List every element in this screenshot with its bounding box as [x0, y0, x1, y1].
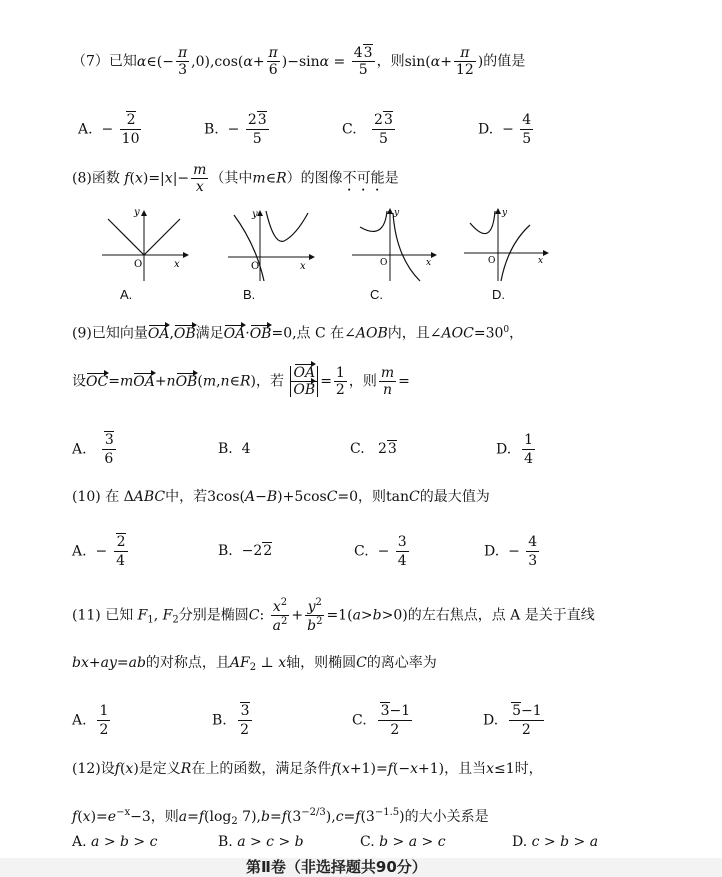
- q8-label-c: C.: [370, 287, 383, 302]
- q12-option-d: D. c > b > a: [512, 834, 599, 850]
- q12-option-b: B. a > c > b: [218, 834, 304, 850]
- q11-option-a: A. $\frac{1}{2}$: [72, 703, 109, 738]
- curve-right: [266, 211, 308, 241]
- q8-graph-b: [226, 205, 316, 285]
- q10-option-d: D. − $\frac{4}{3}$: [484, 534, 538, 569]
- q9-option-b: B. 4: [218, 441, 251, 457]
- q11-stem-line2: bx+ay=ab的对称点，且$AF_2$ ⊥ x轴，则椭圆C的离心率为: [72, 655, 437, 673]
- q9-stem-line2: 设OC=mOA+nOB(m,n∈R)，若 $\frac{OA}{OB}$ = $\frac{1}{2}$ ，则 $\frac{m}{n}$ =: [72, 365, 410, 398]
- axis-y-label: y: [252, 209, 258, 220]
- curve-left: [470, 211, 495, 234]
- section-footer: [0, 858, 722, 877]
- q12-stem-line1: (12)设f(x)是定义R在上的函数，满足条件f(x+1)=f(−x+1)，且当x≤1时，: [72, 761, 543, 777]
- q12-option-c: C. b > a > c: [360, 834, 446, 850]
- q10-option-b: B. −22: [218, 543, 273, 559]
- q11-option-d: D. $\frac{5-1}{2}$: [483, 703, 542, 738]
- q7-option-b: B. − $\frac{23}{5}$: [204, 112, 267, 147]
- curve-left: [360, 211, 387, 231]
- q7-option-c: C. $\frac{23}{5}$: [342, 112, 393, 147]
- q12-stem-line2: $f(x)=e^{-x}-3$，则$a=f(\log_2$ $7),b=f(3^{-2/3}),c=f(3^{-1.5})$的大小关系是: [72, 807, 489, 827]
- q9-stem-line1: (9)已知向量OA,OB满足OA·OB=0,点 C 在∠AOB内，且$\angle AOC=30^0$，: [72, 325, 524, 342]
- q9-option-d: D. $\frac{1}{4}$: [496, 432, 533, 467]
- origin-label: O: [251, 261, 260, 272]
- q11-stem-line1: (11) 已知 $F_1$, $F_2$分别是椭圆C: $\frac{x^2}{a^2}$ + $\frac{y^2}{b^2}$ =1(a>b>0)的左右焦点，点 A 是关于直线: [72, 597, 595, 634]
- q7-option-a: A. − $\frac{2}{10}$: [78, 112, 140, 147]
- q8-graph-c: [350, 205, 440, 285]
- axis-x-label: x: [300, 261, 306, 272]
- q8-stem: (8)函数 f(x)=|x|− $\frac{m}{x}$ （其中m∈R）的图像不可能是: [72, 162, 399, 195]
- q11-option-c: C. $\frac{3-1}{2}$: [352, 703, 411, 738]
- q8-label-d: D.: [492, 287, 505, 302]
- q10-option-a: A. − $\frac{2}{4}$: [72, 534, 126, 569]
- origin-label: O: [380, 258, 388, 268]
- axis-y-label: y: [394, 208, 400, 218]
- q10-stem: (10) 在 ΔABC中，若3cos(A−B)+5cosC=0，则tanC的最大值为: [72, 489, 490, 505]
- q8-emphasis: 不可能: [342, 170, 385, 187]
- axis-x-label: x: [538, 256, 544, 266]
- q7-target: sin(α+ $\frac{\pi}{12}$ ): [404, 45, 484, 78]
- axis-y-label: y: [134, 207, 140, 218]
- q7-option-d: D. − $\frac{4}{5}$: [478, 112, 532, 147]
- axis-y-label: y: [502, 208, 508, 218]
- q11-option-b: B. $\frac{3}{2}$: [212, 703, 250, 738]
- q7-prefix: （7）已知: [72, 53, 137, 70]
- curve-right: [393, 213, 420, 281]
- q8-function: f: [124, 170, 130, 187]
- q9-option-a: A. $\frac{3}{6}$: [72, 432, 114, 467]
- q10-option-c: C. − $\frac{3}{4}$: [354, 534, 407, 569]
- q8-label-a: A.: [120, 287, 133, 302]
- q7-condition: α∈(− $\frac{\pi}{3}$ ,0),cos(α+ $\frac{\pi}{6}$ )−sinα = $\frac{43}{5}$: [136, 45, 373, 78]
- q8-label-b: B.: [243, 287, 256, 302]
- origin-label: O: [488, 256, 496, 266]
- section-heading: 第Ⅱ卷（非选择题共90分）: [246, 858, 427, 876]
- axis-x-label: x: [426, 258, 432, 268]
- q8-graph-d: [462, 205, 552, 285]
- q7-stem: （7）已知α∈(− $\frac{\pi}{3}$ ,0),cos(α+ $\frac{\pi}{6}$ )−sinα = $\frac{43}{5}$ ，则sin(α+ $\frac{\pi}{12}$ )的值是: [72, 45, 526, 78]
- q9-option-c: C. 23: [350, 441, 397, 457]
- origin-label: O: [134, 259, 143, 270]
- q8-graph-a: [100, 205, 190, 285]
- axis-x-label: x: [174, 259, 180, 270]
- q12-option-a: A. a > b > c: [72, 834, 158, 850]
